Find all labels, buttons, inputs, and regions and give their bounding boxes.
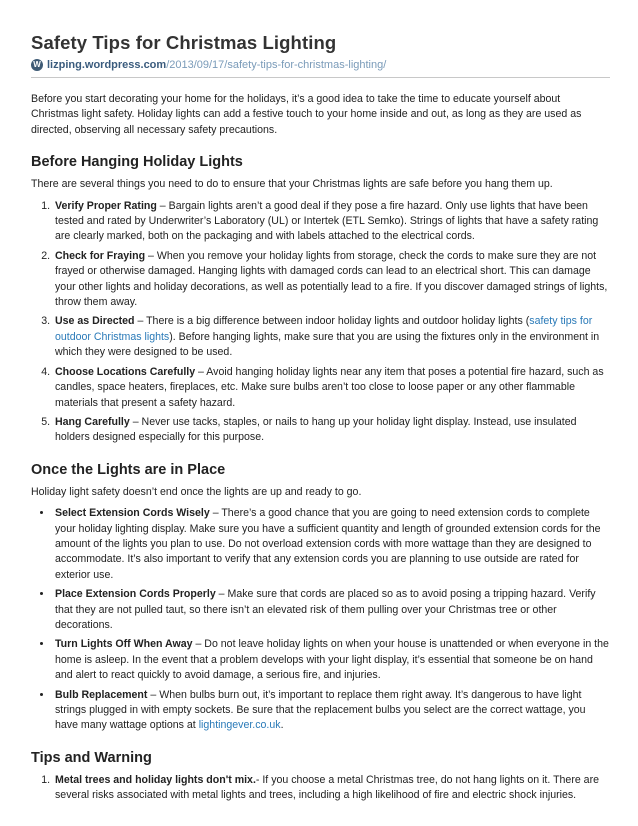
item-label: Turn Lights Off When Away [55,638,193,651]
item-label: Place Extension Cords Properly [55,588,216,601]
list-item [53,365,610,411]
list-item [53,415,610,446]
once-in-place-list [31,506,610,734]
item-text: – Avoid hanging holiday lights near any item that poses a potential fire hazard, such as candles, space heaters, fireplaces, etc. Make sure bulbs aren’t too close to loose paper or any other flammable materials that present a safety hazard. [55,365,604,409]
item-text: – Do not leave holiday lights on when your house is unattended or when everyone in the home is asleep. In the event that a problem develops with your light display, it’s essential that someone be on hand and alert to react quickly to avoid damage, a serious fire, and injuries. [55,638,609,682]
list-item [53,637,610,683]
item-label: Bulb Replacement [55,688,148,701]
item-label: Check for Fraying [55,249,146,262]
item-text: – When bulbs burn out, it’s important to replace them right away. It’s dangerous to have light strings plugged in with empty sockets. Be sure that the replacement bulbs you select are the correct wattage, you have many wattage options at [55,688,586,732]
item-text: . [280,719,284,732]
section-heading-before-hanging: Before Hanging Holiday Lights [31,154,243,171]
item-label: Metal trees and holiday lights don't mix. [55,773,256,786]
before-hanging-list [31,199,610,446]
item-text: – Bargain lights aren’t a good deal if they pose a fire hazard. Only use lights that have been tested and rated by Underwriter’s Laboratory (UL) or Intertek (ETL Semko). Strings of lights that have a safety rating are clearly marked, both on the packaging and with labels attached to the electrical cords. [55,199,599,243]
item-label: Hang Carefully [55,415,130,428]
list-item [53,314,610,360]
outdoor-lights-tips-link[interactable]: safety tips for outdoor Christmas lights [55,315,593,343]
section-heading-tips-warning: Tips and Warning [31,749,152,766]
source-line [31,59,610,78]
wordpress-icon: W [31,59,43,71]
item-text: – There’s a good chance that you are going to need extension cords to complete your holiday lighting display. Make sure you have a sufficient quantity and length of grounded extension cords for the amount of the lights you plan to use. Do not overload extension cords with more wattage than they are designed to accommodate. It’s also important to verify that any extension cords you are planning to use outside are rated for exterior use. [55,507,601,581]
item-text: – Never use tacks, staples, or nails to hang up your holiday light display. Instead, use insulated holders designed especially for this purpose. [55,415,577,444]
item-label: Use as Directed [55,315,135,328]
item-label: Choose Locations Carefully [55,365,196,378]
page-title: Safety Tips for Christmas Lighting [31,32,337,53]
item-label: Select Extension Cords Wisely [55,507,210,520]
section-lead: Holiday light safety doesn’t end once the lights are up and ready to go. [31,485,362,498]
list-item [53,688,610,734]
item-text: – Make sure that cords are placed so as to avoid posing a tripping hazard. Verify that they are not pulled taut, so there isn’t an elevated risk of them pulling over your Christmas tree or other decorations. [55,588,596,631]
section-heading-once-in-place: Once the Lights are in Place [31,461,226,478]
list-item [53,199,610,245]
item-text: – When you remove your holiday lights from storage, check the cords to make sure they are not frayed or otherwise damaged. Hanging lights with damaged cords can lead to an electrical short. This can damage your other lights and holiday decorations, as well as potentially lead to a fire. If you discover damaged strings of lights, throw them away. [55,249,608,309]
list-item [53,249,610,311]
source-path-link[interactable]: /2013/09/17/safety-tips-for-christmas-lighting/ [166,59,387,71]
item-text: ). Before hanging lights, make sure that you are using the fixtures only in the environment in which they were designed to be used. [55,330,600,359]
intro-paragraph: Before you start decorating your home for the holidays, it’s a good idea to take the time to educate yourself about Christmas light safety. Holiday lights can add a festive touch to your home inside and out, as long as they are used as directed, observing all necessary safety precautions. [31,93,582,136]
lightingever-link[interactable]: lightingever.co.uk [198,719,281,732]
list-item [53,587,610,633]
item-text: - If you choose a metal Christmas tree, do not hang lights on it. There are several risks associated with metal lights and trees, including a high likelihood of fire and electric shock injuries. [55,773,599,802]
source-domain-link[interactable]: lizping.wordpress.com [47,59,167,71]
section-lead: There are several things you need to do to ensure that your Christmas lights are safe before you hang them up. [31,178,553,191]
item-text: – There is a big difference between indoor holiday lights and outdoor holiday lights ( [134,315,530,328]
list-item [53,506,610,583]
item-label: Verify Proper Rating [55,199,157,212]
tips-warning-list [31,773,610,804]
list-item [53,773,610,804]
